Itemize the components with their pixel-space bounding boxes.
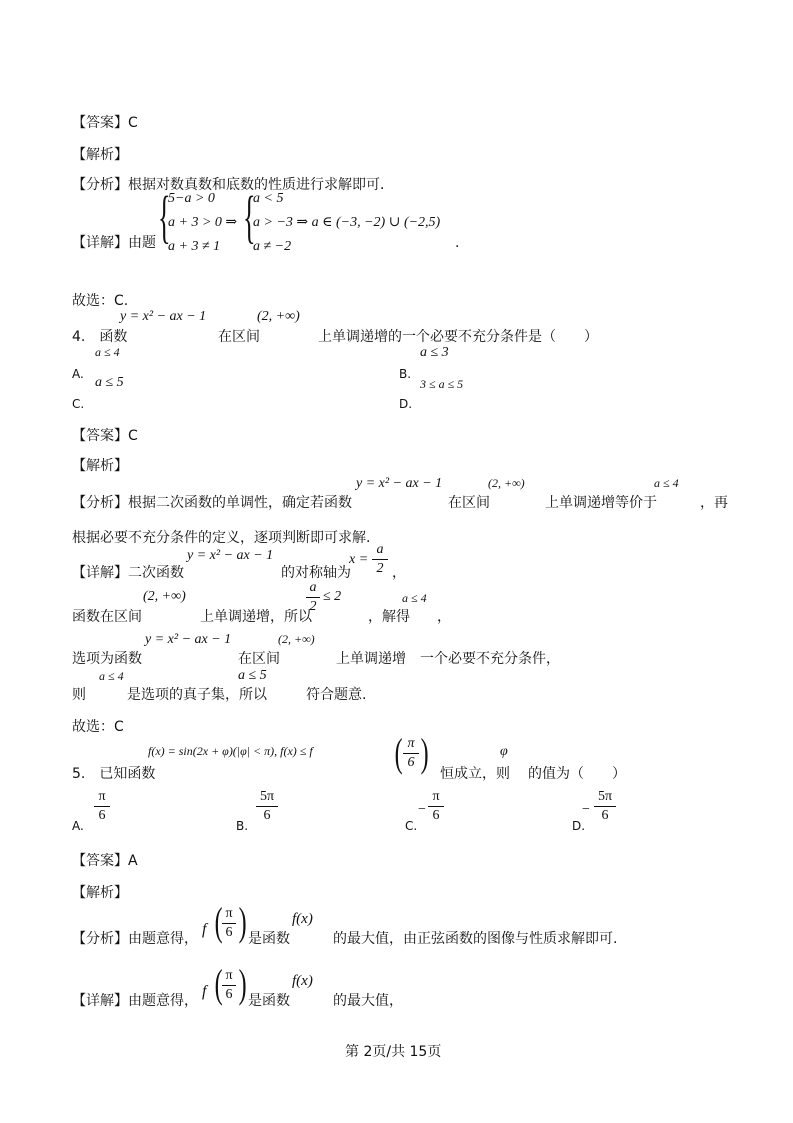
- q4-w-b: 是选项的真子集，所以: [127, 687, 267, 703]
- sys1-line1: 5−a > 0: [168, 191, 215, 206]
- q4-analysis-label: 【解析】: [72, 458, 128, 474]
- q4-w-cond1: a ≤ 4: [99, 669, 124, 683]
- q5-option-a-den: 6: [98, 808, 106, 823]
- q4-fenxi-function: y = x² − ax − 1: [356, 476, 443, 491]
- q5-option-b-num: 5π: [259, 789, 275, 804]
- q4-y-d: ，: [437, 609, 451, 625]
- q4-z-c: 上单调递增 一个必要不充分条件，: [336, 651, 560, 667]
- q4-stem-function: y = x² − ax − 1: [120, 309, 207, 324]
- q5-option-d-label: D.: [572, 819, 586, 833]
- q4-y-c: ，解得: [368, 609, 410, 625]
- left-brace-2: {: [243, 184, 256, 249]
- q4-xiangjie-a: 【详解】二次函数: [72, 565, 184, 581]
- q5-fenxi-den: 6: [225, 925, 233, 940]
- q5-option-d-fraction: [594, 790, 616, 823]
- q4-stem-b: 在区间: [218, 329, 260, 345]
- q4-y-interval: (2, +∞): [143, 589, 186, 604]
- q5-fenxi-b: 是函数: [248, 931, 290, 947]
- q4-fenxi-a: 【分析】根据二次函数的单调性，确定若函数: [72, 495, 352, 511]
- q5-stem-num: π: [407, 736, 415, 751]
- q5-paren-left: (: [394, 730, 403, 775]
- q4-y-a: 函数在区间: [72, 609, 142, 625]
- q5-stem-b: 恒成立，则: [440, 766, 510, 782]
- q5-answer: 【答案】A: [72, 853, 138, 869]
- q5-option-c-fraction: [428, 790, 444, 823]
- q4-stem-interval: (2, +∞): [257, 309, 300, 324]
- q4-y-num: a: [309, 580, 317, 595]
- q5-option-b-label: B.: [236, 819, 249, 833]
- q5-stem-phi: φ: [500, 744, 508, 759]
- q5-xiangjie-b: 是函数: [248, 993, 290, 1009]
- q4-xiangjie-comma: ，: [392, 565, 406, 581]
- q4-option-d-label: D.: [399, 397, 413, 411]
- q4-fenxi-line2: 根据必要不充分条件的定义，逐项判断即可求解.: [72, 530, 371, 546]
- q4-axis-den: 2: [376, 561, 384, 576]
- q5-xiangjie-fraction: [222, 969, 236, 1002]
- q5-stem-den: 6: [407, 755, 415, 770]
- q5-paren-right: ): [420, 730, 429, 775]
- q4-fenxi-b: 在区间: [448, 495, 490, 511]
- q4-y-den: 2: [309, 599, 317, 614]
- sys2-line2: a > −3 ⇒ a ∈ (−3, −2) ∪ (−2,5): [253, 215, 441, 230]
- q5-xiangjie-paren-left: (: [214, 961, 223, 1006]
- q5-option-c-label: C.: [405, 819, 418, 833]
- q4-option-d-math: 3 ≤ a ≤ 5: [420, 377, 464, 391]
- q5-xiangjie-fx: f(x): [292, 973, 313, 989]
- sys1-line3: a + 3 ≠ 1: [168, 239, 221, 254]
- sys2-line3: a ≠ −2: [253, 239, 292, 254]
- q4-z-b: 在区间: [238, 651, 280, 667]
- xiangjie-1: 【详解】由题: [72, 235, 156, 251]
- q5-xiangjie-a: 【详解】由题意得，: [72, 993, 198, 1009]
- q5-fenxi-f: f: [202, 921, 207, 938]
- q5-option-d-den: 6: [601, 808, 609, 823]
- q4-fenxi-d: ，再: [700, 495, 728, 511]
- q4-z-function: y = x² − ax − 1: [145, 632, 232, 647]
- q4-option-c-math: a ≤ 5: [95, 375, 124, 390]
- q5-xiangjie-c: 的最大值，: [333, 993, 403, 1009]
- q4-option-a-math: a ≤ 4: [95, 345, 120, 359]
- q4-stem-c: 上单调递增的一个必要不充分条件是（ ）: [318, 329, 598, 345]
- q5-option-b-fraction: [256, 790, 278, 823]
- q5-xiangjie-num: π: [225, 968, 233, 983]
- analysis-label-1: 【解析】: [72, 147, 128, 163]
- q5-fenxi-paren-right: ): [238, 899, 247, 944]
- q5-fenxi-fraction: [222, 907, 236, 940]
- q5-stem-c: 的值为（ ）: [528, 766, 626, 782]
- q4-fenxi-interval: (2, +∞): [488, 476, 525, 490]
- q5-option-c-num: π: [432, 789, 440, 804]
- q4-option-c-label: C.: [72, 397, 85, 411]
- q5-xiangjie-den: 6: [225, 987, 233, 1002]
- q4-answer: 【答案】C: [72, 428, 138, 444]
- q4-option-b-label: B.: [399, 367, 412, 381]
- q5-fenxi-fx: f(x): [292, 911, 313, 927]
- q4-xiangjie-b: 的对称轴为: [281, 565, 351, 581]
- q5-option-b-den: 6: [263, 808, 271, 823]
- q4-z-interval: (2, +∞): [278, 632, 315, 646]
- fenxi-1: 【分析】根据对数真数和底数的性质进行求解即可．: [72, 177, 394, 193]
- q4-fenxi-cond: a ≤ 4: [654, 476, 679, 490]
- q5-option-c-den: 6: [432, 808, 440, 823]
- q4-w-a: 则: [72, 687, 86, 703]
- q5-option-a-label: A.: [72, 819, 84, 833]
- q5-stem-fraction: [403, 737, 419, 770]
- q4-axis-fraction: [372, 543, 388, 576]
- q5-option-d-sign: −: [582, 802, 590, 817]
- q5-fenxi-c: 的最大值，由正弦函数的图像与性质求解即可.: [333, 931, 618, 947]
- q5-fenxi-a: 【分析】由题意得，: [72, 931, 198, 947]
- q4-stem-a: 4. 函数: [72, 329, 128, 345]
- q5-option-d-num: 5π: [597, 789, 613, 804]
- q5-fenxi-paren-left: (: [214, 899, 223, 944]
- q4-w-c: 符合题意.: [306, 687, 367, 703]
- q4-option-a-label: A.: [72, 367, 84, 381]
- q5-stem-math: f(x) = sin(2x + φ)(|φ| < π), f(x) ≤ f: [148, 744, 313, 758]
- page-footer: 第 2页/共 15页: [345, 1044, 442, 1060]
- q4-y-cond: a ≤ 4: [402, 591, 427, 605]
- q5-option-a-fraction: [94, 790, 110, 823]
- period: .: [455, 235, 460, 251]
- q5-fenxi-num: π: [225, 906, 233, 921]
- q4-w-cond2: a ≤ 5: [238, 668, 267, 683]
- q4-axis-lhs: x =: [349, 552, 369, 567]
- q4-axis-num: a: [376, 542, 384, 557]
- q4-conclusion: 故选：C: [72, 719, 124, 735]
- q5-option-a-num: π: [98, 789, 106, 804]
- q5-xiangjie-paren-right: ): [238, 961, 247, 1006]
- answer-label-1: 【答案】C: [72, 115, 138, 131]
- left-brace-1: {: [158, 184, 171, 249]
- q5-stem-a: 5. 已知函数: [72, 766, 156, 782]
- q4-y-le: ≤ 2: [323, 589, 342, 604]
- q4-y-b: 上单调递增，所以: [200, 609, 312, 625]
- sys1-line2: a + 3 > 0 ⇒: [168, 215, 238, 230]
- q4-option-b-math: a ≤ 3: [420, 345, 449, 360]
- q5-analysis-label: 【解析】: [72, 885, 128, 901]
- q5-option-c-sign: −: [418, 802, 426, 817]
- q5-xiangjie-f: f: [202, 983, 207, 1000]
- q4-fenxi-c: 上单调递增等价于: [545, 495, 657, 511]
- sys2-line1: a < 5: [253, 191, 284, 206]
- q4-xiangjie-function: y = x² − ax − 1: [187, 548, 274, 563]
- conclusion-1: 故选：C.: [72, 293, 129, 309]
- q4-z-a: 选项为函数: [72, 651, 142, 667]
